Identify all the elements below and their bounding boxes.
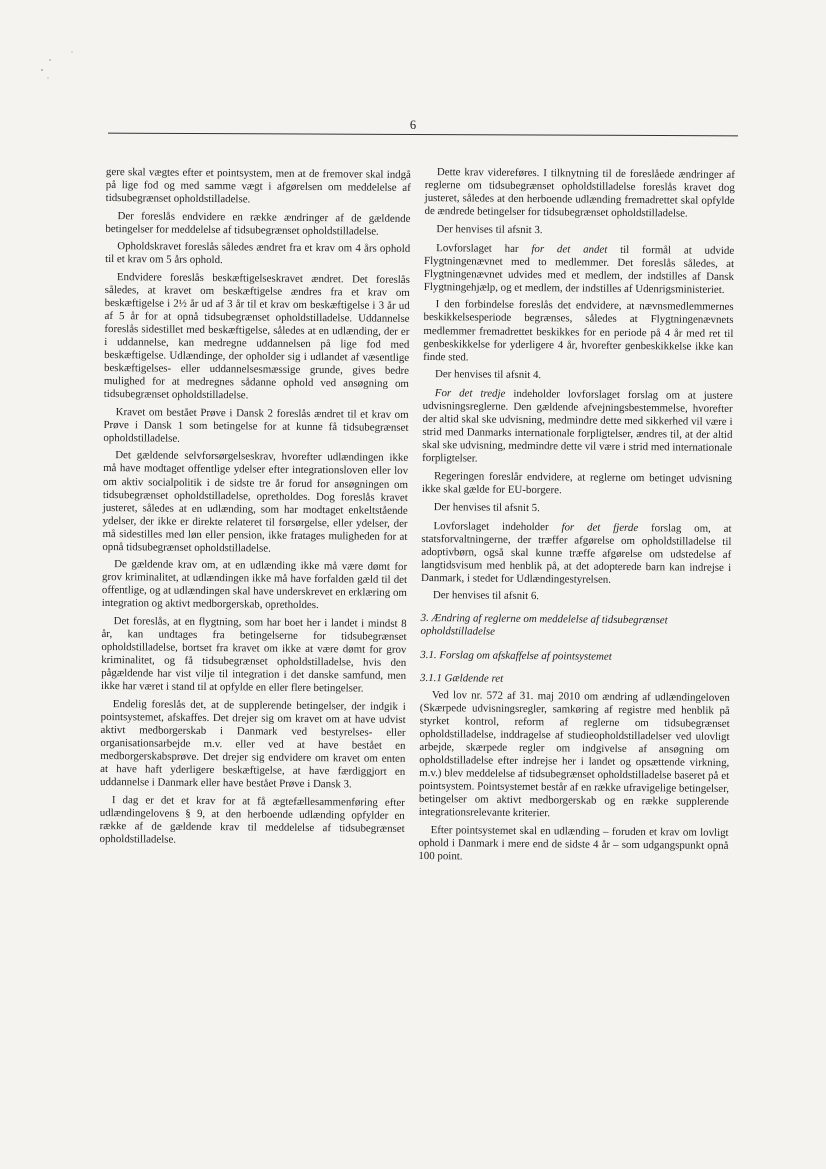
text-run: Lovforslaget indeholder — [433, 519, 562, 533]
paragraph: Efter pointsystemet skal en udlænding – foruden et krav om lovligt ophold i Danmark i mere end de sidste 4 år – som udgangspunkt opnå 100 point. — [418, 823, 729, 863]
text-run: Lovforslaget har — [436, 241, 532, 255]
paragraph: Ved lov nr. 572 af 31. maj 2010 om ændring af udlændingeloven (Skærpede udvisningsregler, samkøring af registre med henblik på styrket kontrol, reform af reglerne om tidsubegrænset opholdstilladelse, inddragelse af studieopholdstilladelser ved ulovligt arbejde, skærpede regler om indgivelse af ansøgning om opholdstilladelse efter indrejse her i landet og opsættende virkning, m.v.) blev meddelelse af tidsubegrænset opholdstilladelse baseret på et pointsystem. Pointsystemet består af en række ufravigelige betingelser, betingelser om aktivt medborgerskab og en række supplerende integrationsrelevante kriterier. — [418, 688, 730, 820]
subsection-heading: 3.1. Forslag om afskaffelse af pointsystemet — [420, 648, 612, 663]
emphasis: For det tredje — [434, 387, 506, 400]
paragraph: De gældende krav om, at en udlænding ikke må være dømt for grov kriminalitet, at udlændingen ikke må have forfalden gæld til det offentlige, og at udlændingen skal have underskrevet en erklæring om integration og aktivt medborgerskab, opretholdes. — [101, 558, 408, 612]
emphasis: for det fjerde — [561, 520, 639, 534]
section-reference: Der henvises til afsnit 4. — [434, 368, 542, 382]
paragraph: Regeringen foreslår endvidere, at reglerne om betinget udvisning ikke skal gælde for EU-borgere. — [421, 470, 733, 497]
paragraph: Endvidere foreslås beskæftigelseskravet ændret. Det foreslås således, at kravet om beskæftigelse ændres fra et krav om beskæftigelse i 2½ år ud af 3 år til et krav om beskæftigelse i 3 år ud af 5 år for at opnå tidsubegrænset opholdstilladelse. Uddannelse foreslås sidestillet med beskæftigelse, således at en udlænding, der er i uddannelse, kan medregne uddannelsen på lige fod med beskæftigelse. Udlændinge, der opholder sig i udlandet af væsentlige beskæftigelses- eller uddannelsesmæssige grunde, gives bedre mulighed for at medregnes sådanne ophold ved ansøgning om tidsubegrænset opholdstilladelse. — [103, 270, 410, 402]
section-reference: Der henvises til afsnit 5. — [433, 500, 540, 514]
section-reference: Der henvises til afsnit 3. — [436, 222, 543, 236]
text-run: forslag om, at statsforvaltningerne, der træffer afgørelse om opholdstilladelse til adoptivbørn, også skal kunne træffe afgørelse om udstedelse af langtidsvisum med henblik på, at det adopterede barn kan indrejse i Danmark, i stedet for Udlændingestyrelsen. — [420, 521, 732, 586]
paragraph: Endelig foreslås det, at de supplerende betingelser, der indgik i pointsystemet, afskaffes. Det drejer sig om kravet om at have udvist aktivt medborgerskab i Danmark ved bestyrelses- eller organisationsarbejde m.v. eller ved at have bestået en medborgerskabsprøve. Det drejer sig endvidere om kravet om enten at have haft yderligere beskæftigelse, at have færdiggjort en uddannelse i Danmark eller have bestået Prøve i Dansk 3. — [100, 697, 406, 791]
paragraph: Der foreslås endvidere en række ændringer af de gældende betingelser for meddelelse af tidsubegrænset opholdstilladelse. — [105, 209, 411, 238]
text-run: til formål at udvide Flygtningenævnet med to medlemmer. Det foreslås således, at Flygtningenævnet udvides med et medlem, der indstilles af Dansk Flygtningehjælp, og et medlem, der indstilles af Udenrigsministeriet. — [423, 243, 735, 296]
emphasis: for det andet — [531, 242, 608, 256]
paragraph: Kravet om bestået Prøve i Dansk 2 foreslås ændret til et krav om Prøve i Dansk 1 som betingelse for at kunne få tidsubegrænset opholdstilladelse. — [103, 405, 409, 445]
section-heading: 3. Ændring af reglerne om meddelelse af tidsubegrænset opholdstilladelse — [420, 612, 668, 639]
header-rule — [108, 133, 738, 137]
paragraph — [422, 387, 733, 468]
paragraph: Dette krav videreføres. I tilknytning til de foreslåede ændringer af reglerne om tidsubegrænset opholdstilladelse foreslås kravet dog justeret, således at den herboende udlænding fremadrettet skal opfylde de ændrede betingelser for tidsubegrænset opholdstilladelse. — [424, 166, 735, 220]
right-column — [418, 166, 735, 870]
paragraph: gere skal vægtes efter et pointsystem, men at de fremover skal indgå på lige fod og med samme vægt i afgørelsen om meddelelse af tidsubegrænset opholdstilladelse. — [105, 166, 411, 206]
left-column — [99, 166, 411, 853]
paragraph: I den forbindelse foreslås det endvidere, at nævnsmedlemmernes beskikkelsesperiode begrænses, således at Flygtningenævnets medlemmer fremadrettet beskikkes for en periode på 4 år med ret til genbeskikkelse for yderligere 4 år, hvorefter genbeskikkelse ikke kan finde sted. — [423, 298, 734, 364]
paragraph: Det foreslås, at en flygtning, som har boet her i landet i mindst 8 år, kan undtages fra betingelserne for tidsubegrænset opholdstilladelse, bortset fra kravet om ikke at være dømt for grov kriminalitet, og få tidsubegrænset opholdstilladelse, hvis den pågældende har vist vilje til integration i det danske samfund, men ikke har været i stand til at opfylde en eller flere betingelser. — [100, 615, 407, 695]
paragraph: I dag er det et krav for at få ægtefællesammenføring efter udlændingelovens § 9, at den herboende udlænding opfylder en række af de gældende krav til meddelelse af tidsubegrænset opholdstilladelse. — [99, 793, 405, 846]
subsubsection-heading: 3.1.1 Gældende ret — [420, 671, 504, 685]
scan-specks — [36, 48, 86, 98]
paragraph: Opholdskravet foreslås således ændret fra et krav om 4 års ophold til et krav om 5 års ophold. — [105, 240, 411, 267]
paragraph — [424, 242, 734, 297]
paragraph — [421, 520, 732, 588]
section-reference: Der henvises til afsnit 6. — [432, 589, 540, 603]
paragraph: Det gældende selvforsørgelseskrav, hvorefter udlændingen ikke må have modtaget offentlige ydelser efter integrationsloven eller lov om aktiv socialpolitik i de sidste tre år forud for ansøgningen om tidsubegrænset opholdstilladelse, opretholdes. Dog foreslås kravet justeret, således at en udlænding, som har modtaget enkeltstående ydelser, der ikke er direkte relateret til forsørgelse, eller ydelser, der må sidestilles med løn eller pension, ikke fratages muligheden for at opnå tidsubegrænset opholdstilladelse. — [102, 449, 409, 555]
text-run: indeholder lovforslaget forslag om at justere udvisningsreglerne. Den gældende afvejningsbestemmelse, hvorefter der altid skal ske udvisning, medmindre dette med sikkerhed vil være i strid med Danmarks internationale forpligtelser, ændres til, at der altid skal ske udvisning, medmindre dette vil være i strid med internationale forpligtelser. — [422, 387, 733, 465]
page-number: 6 — [409, 118, 417, 132]
